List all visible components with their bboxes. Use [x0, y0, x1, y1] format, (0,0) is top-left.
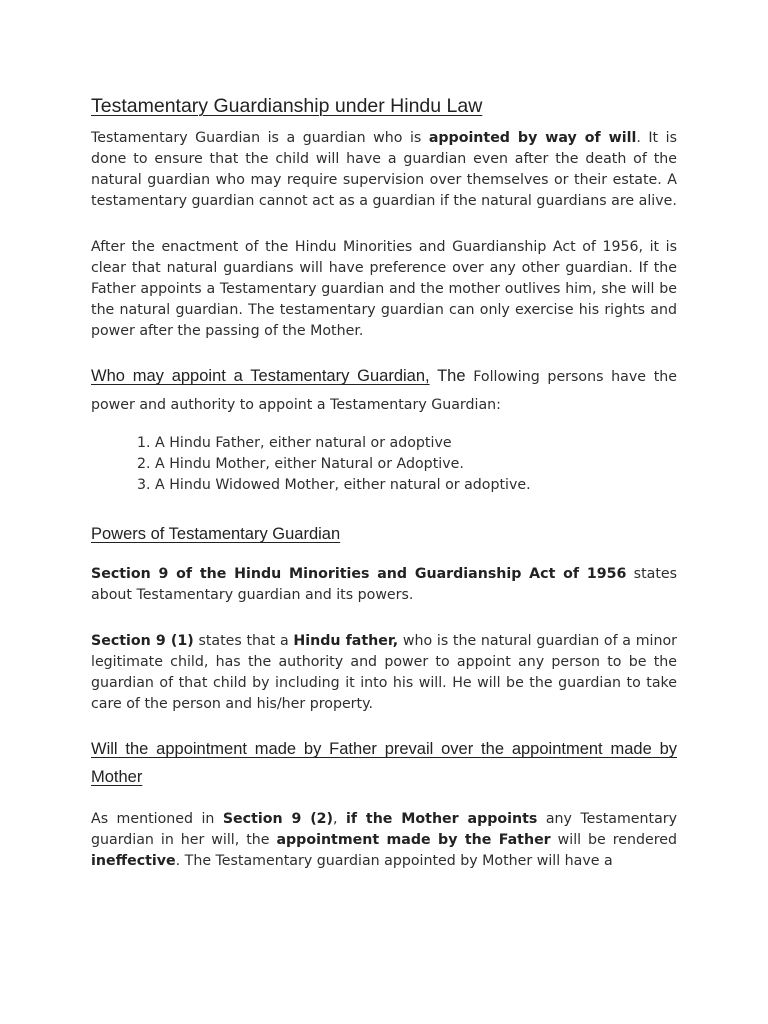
- section9-1-text2: who is the natural guardian of a minor legitimate child, has the authority and power to appoint any person to be the guardian of that child by including it into his will. He will be the guardian to take care of the person and his/her property.: [91, 633, 677, 712]
- spacer: [91, 791, 677, 809]
- intro-bold: appointed by way of will: [428, 130, 637, 146]
- spacer: [91, 548, 677, 564]
- intro-paragraph: [91, 128, 677, 212]
- enactment-paragraph: After the enactment of the Hindu Minorities and Guardianship Act of 1956, it is clear that natural guardians will have preference over any other guardian. If the Father appoints a Testamentary guardian and the mother outlives him, she will be the natural guardian. The testamentary guardian can only exercise his rights and power after the passing of the Mother.: [91, 239, 677, 339]
- s92-t4: will be rendered: [550, 832, 677, 848]
- s92-t5: . The Testamentary guardian appointed by Mother will have a: [175, 853, 613, 869]
- s92-b3: appointment made by the Father: [276, 832, 551, 848]
- appointer-list: [91, 433, 677, 496]
- will-appointment-heading: Will the appointment made by Father prevail over the appointment made by Mother: [91, 740, 677, 786]
- intro-text-a: Testamentary Guardian is a guardian who is: [91, 130, 429, 146]
- powers-heading: Powers of Testamentary Guardian: [91, 525, 341, 543]
- section9-1-text1: states that a: [193, 633, 294, 649]
- who-heading-the: The: [429, 367, 466, 385]
- s92-b2: if the Mother appoints: [346, 811, 538, 827]
- list-item: 3. A Hindu Widowed Mother, either natural or adoptive.: [155, 475, 677, 496]
- spacer: [91, 212, 677, 237]
- spacer: [91, 606, 677, 631]
- section9-2-paragraph: [91, 809, 677, 872]
- page-title: Testamentary Guardianship under Hindu Law: [91, 95, 483, 117]
- section9-text: states about Testamentary guardian and its powers.: [91, 566, 678, 603]
- section9-1-bold: Section 9 (1): [91, 633, 194, 649]
- list-item: 2. A Hindu Mother, either Natural or Adoptive.: [155, 454, 677, 475]
- who-may-appoint-heading: [91, 367, 466, 385]
- who-may-appoint-paragraph: [91, 362, 677, 419]
- s92-t1: As mentioned in: [91, 811, 223, 827]
- spacer: [91, 715, 677, 735]
- s92-b4: ineffective: [91, 853, 176, 869]
- s92-t2: ,: [333, 811, 347, 827]
- who-rest-text: Following persons have the power and authority to appoint a Testamentary Guardian:: [91, 369, 677, 413]
- section9-bold: Section 9 of the Hindu Minorities and Guardianship Act of 1956: [91, 566, 627, 582]
- section9-1-paragraph: [91, 631, 677, 715]
- spacer: [91, 342, 677, 362]
- intro-text-c: . It is done to ensure that the child will have a guardian even after the death of the natural guardian who may require supervision over themselves or their estate. A testamentary guardian cannot act as a guardian if the natural guardians are alive.: [91, 130, 677, 209]
- hindu-father-bold: Hindu father,: [293, 633, 399, 649]
- s92-t3: any Testamentary guardian in her will, the: [91, 811, 678, 848]
- who-heading-underlined: Who may appoint a Testamentary Guardian,: [91, 367, 430, 385]
- list-item: 1. A Hindu Father, either natural or adoptive: [155, 433, 677, 454]
- document-page: [91, 92, 677, 872]
- s92-b1: Section 9 (2): [222, 811, 334, 827]
- spacer: [91, 496, 677, 520]
- section9-paragraph: [91, 564, 677, 606]
